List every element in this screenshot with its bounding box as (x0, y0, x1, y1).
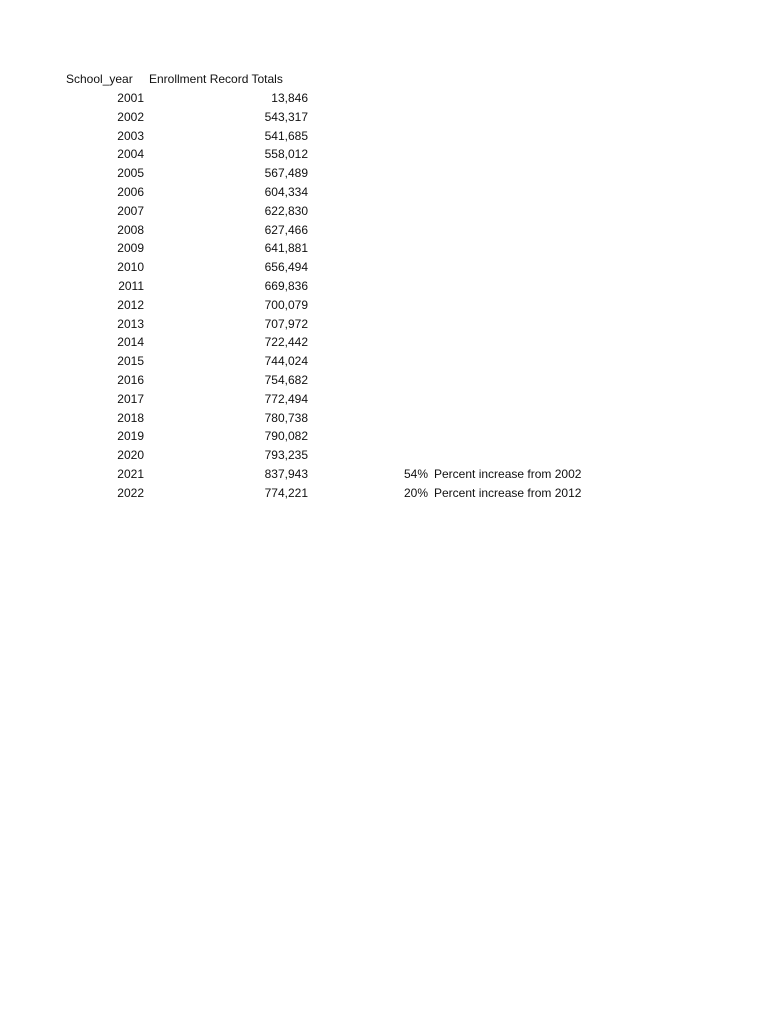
cell-enrollment-total: 772,494 (264, 392, 308, 406)
cell-school-year: 2020 (117, 448, 144, 462)
cell-enrollment-total: 837,943 (264, 467, 308, 481)
cell-enrollment-total: 700,079 (264, 298, 308, 312)
cell-enrollment-total: 622,830 (264, 204, 308, 218)
cell-school-year: 2015 (117, 354, 144, 368)
note-text: Percent increase from 2002 (434, 467, 582, 481)
cell-enrollment-total: 641,881 (264, 241, 308, 255)
header-school-year: School_year (66, 72, 133, 86)
cell-school-year: 2016 (117, 373, 144, 387)
cell-enrollment-total: 656,494 (264, 260, 308, 274)
cell-school-year: 2011 (118, 279, 144, 293)
note-percent: 20% (403, 486, 428, 500)
cell-enrollment-total: 722,442 (264, 335, 308, 349)
cell-school-year: 2001 (117, 91, 144, 105)
header-enrollment-totals: Enrollment Record Totals (149, 72, 283, 86)
note-text: Percent increase from 2012 (434, 486, 582, 500)
cell-school-year: 2017 (117, 392, 144, 406)
cell-enrollment-total: 543,317 (264, 110, 308, 124)
cell-school-year: 2008 (117, 223, 144, 237)
cell-enrollment-total: 754,682 (264, 373, 308, 387)
cell-school-year: 2002 (117, 110, 144, 124)
cell-school-year: 2004 (117, 147, 144, 161)
note-percent: 54% (403, 467, 428, 481)
cell-school-year: 2019 (117, 429, 144, 443)
cell-school-year: 2018 (117, 411, 144, 425)
cell-enrollment-total: 790,082 (264, 429, 308, 443)
cell-school-year: 2006 (117, 185, 144, 199)
cell-enrollment-total: 744,024 (264, 354, 308, 368)
cell-enrollment-total: 627,466 (264, 223, 308, 237)
cell-enrollment-total: 707,972 (264, 317, 308, 331)
cell-enrollment-total: 793,235 (264, 448, 308, 462)
cell-school-year: 2003 (117, 129, 144, 143)
cell-enrollment-total: 541,685 (264, 129, 308, 143)
cell-enrollment-total: 567,489 (264, 166, 308, 180)
cell-enrollment-total: 558,012 (264, 147, 308, 161)
cell-school-year: 2022 (117, 486, 144, 500)
cell-school-year: 2009 (117, 241, 144, 255)
cell-school-year: 2010 (117, 260, 144, 274)
cell-enrollment-total: 13,846 (271, 91, 308, 105)
cell-school-year: 2012 (117, 298, 144, 312)
cell-enrollment-total: 780,738 (264, 411, 308, 425)
cell-enrollment-total: 774,221 (264, 486, 308, 500)
cell-enrollment-total: 669,836 (264, 279, 308, 293)
cell-school-year: 2013 (117, 317, 144, 331)
cell-enrollment-total: 604,334 (264, 185, 308, 199)
cell-school-year: 2021 (117, 467, 144, 481)
cell-school-year: 2007 (117, 204, 144, 218)
cell-school-year: 2005 (117, 166, 144, 180)
cell-school-year: 2014 (117, 335, 144, 349)
